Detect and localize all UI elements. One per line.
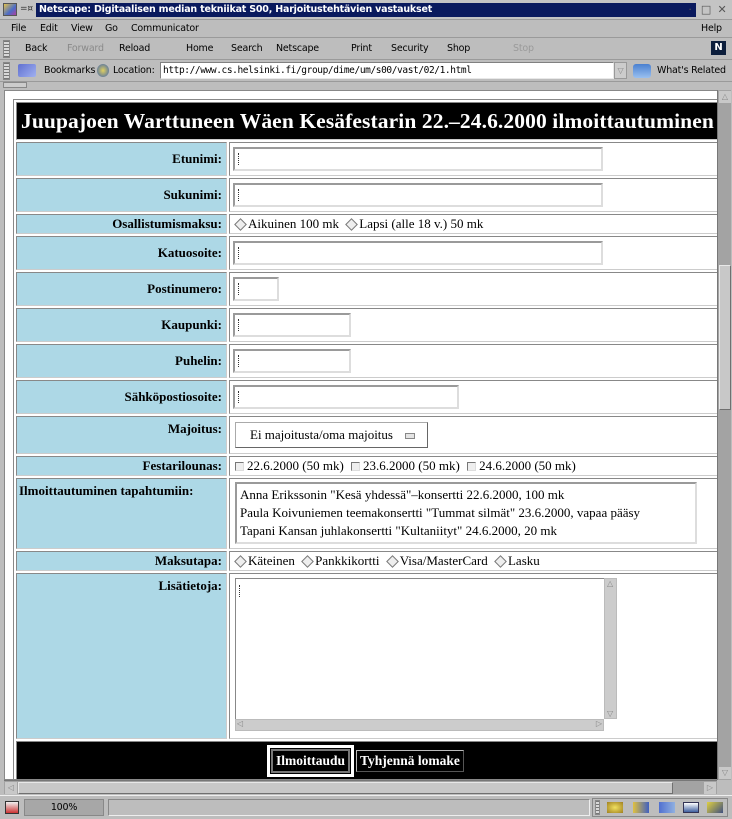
radio-lasku[interactable] [494,555,507,568]
maximize-button[interactable]: □ [700,3,712,16]
radio-label: Lapsi (alle 18 v.) 50 mk [359,216,484,231]
composer-icon[interactable] [707,802,723,813]
label-lisatietoja: Lisätietoja: [16,573,227,739]
majoitus-selected: Ei majoitusta/oma majoitus [250,427,393,442]
textarea-content[interactable] [235,578,604,719]
radio-label: Lasku [507,553,540,568]
scroll-left-icon[interactable]: ◁ [237,719,244,728]
forward-button[interactable]: Forward [67,43,104,54]
collapsed-toolbar-tab[interactable] [0,82,732,90]
netscape-window-icon[interactable] [3,3,17,16]
navigator-icon[interactable] [607,802,623,813]
scroll-up-icon[interactable]: △ [607,579,614,588]
katuosoite-input[interactable] [233,241,603,265]
window-titlebar [0,0,732,20]
netscape-button[interactable]: Netscape [276,43,319,54]
whats-related-icon[interactable] [633,64,651,78]
scroll-left-icon[interactable]: ◁ [5,782,17,794]
label-sahkoposti: Sähköpostiosoite: [16,380,227,414]
postinumero-input[interactable] [233,277,279,301]
bookmarks-icon[interactable] [18,64,36,77]
shop-button[interactable]: Shop [447,43,471,54]
checkbox-label: 24.6.2000 (50 mk) [479,458,576,473]
checkbox-lounas-23[interactable] [351,462,360,471]
lisatietoja-textarea[interactable] [235,578,617,732]
window-title: Netscape: Digitaalisen median tekniikat S00, Harjoitustehtävien vastaukset [36,3,696,17]
print-button[interactable]: Print [351,43,372,54]
checkbox-lounas-22[interactable] [235,462,244,471]
radio-kateinen[interactable] [234,555,247,568]
whats-related-button[interactable]: What's Related [657,65,726,76]
url-dropdown-button[interactable]: ▽ [614,62,627,79]
home-button[interactable]: Home [186,43,214,54]
majoitus-select[interactable] [235,422,428,448]
label-katuosoite: Katuosoite: [16,236,227,270]
status-message [108,799,590,816]
netscape-throbber-icon[interactable]: N [711,41,726,55]
radio-visa-mastercard[interactable] [386,555,399,568]
registration-form [13,99,714,780]
newsgroups-icon[interactable] [659,802,675,813]
component-bar [592,798,728,817]
sukunimi-input[interactable] [233,183,603,207]
label-etunimi: Etunimi: [16,142,227,176]
radio-label: Käteinen [248,553,295,568]
label-majoitus: Majoitus: [16,416,227,454]
location-icon[interactable] [97,64,109,77]
location-label: Location: [113,65,155,76]
page-horizontal-scrollbar[interactable] [4,780,717,794]
radio-lapsi[interactable] [345,218,358,231]
scroll-down-icon[interactable]: ▽ [719,767,731,779]
label-maksutapa: Maksutapa: [16,551,227,571]
label-puhelin: Puhelin: [16,344,227,378]
scroll-up-icon[interactable]: △ [719,91,731,103]
zoom-level: 100% [24,799,104,816]
listbox-option[interactable]: Tapani Kansan juhlakonsertti "Kultaniityt" 24.6.2000, 20 mk [240,523,557,538]
minimize-button[interactable]: · [688,3,692,16]
security-button[interactable]: Security [391,43,429,54]
scrollbar-thumb[interactable] [719,265,731,410]
bookmarks-button[interactable]: Bookmarks [44,65,96,76]
menu-edit[interactable]: Edit [40,23,58,34]
label-kaupunki: Kaupunki: [16,308,227,342]
page-vertical-scrollbar[interactable] [717,90,731,780]
menu-go[interactable]: Go [105,23,118,34]
statusbar [0,795,732,819]
scroll-down-icon[interactable]: ▽ [607,709,614,718]
radio-label: Aikuinen 100 mk [248,216,339,231]
back-button[interactable]: Back [25,43,48,54]
label-osallistumismaksu: Osallistumismaksu: [16,214,227,234]
location-toolbar [0,60,732,82]
pin-icon[interactable]: =¤ [20,4,33,14]
component-bar-grip[interactable] [595,800,600,815]
reload-button[interactable]: Reload [119,43,151,54]
scrollbar-thumb[interactable] [18,782,673,794]
textarea-horizontal-scrollbar[interactable] [235,719,604,731]
radio-label: Pankkikortti [315,553,380,568]
radio-label: Visa/MasterCard [399,553,488,568]
checkbox-label: 23.6.2000 (50 mk) [363,458,460,473]
security-lock-icon[interactable] [5,801,19,814]
reset-button[interactable]: Tyhjennä lomake [356,750,464,772]
listbox-option[interactable]: Paula Koivuniemen teemakonsertti "Tummat silmät" 23.6.2000, vapaa pääsy [240,505,641,520]
search-button[interactable]: Search [231,43,263,54]
checkbox-label: 22.6.2000 (50 mk) [247,458,344,473]
tapahtumat-listbox[interactable] [235,482,697,544]
address-book-icon[interactable] [683,802,699,813]
url-input[interactable]: http://www.cs.helsinki.fi/group/dime/um/s00/vast/02/1.html [160,62,614,79]
radio-pankkikortti[interactable] [301,555,314,568]
kaupunki-input[interactable] [233,313,351,337]
sahkoposti-input[interactable] [233,385,459,409]
label-postinumero: Postinumero: [16,272,227,306]
menu-view[interactable]: View [71,23,93,34]
menubar [0,20,732,38]
menu-communicator[interactable]: Communicator [131,23,199,34]
page-viewport [4,90,717,780]
menu-help[interactable]: Help [701,23,722,34]
label-tapahtumat: Ilmoittautuminen tapahtumiin: [16,478,227,549]
textarea-vertical-scrollbar[interactable] [604,578,617,719]
stop-button[interactable]: Stop [513,43,534,54]
puhelin-input[interactable] [233,349,351,373]
dropdown-indicator-icon [405,433,415,439]
etunimi-input[interactable] [233,147,603,171]
close-button[interactable]: ✕ [717,3,727,16]
navigation-toolbar [0,38,732,60]
scroll-right-icon[interactable]: ▷ [704,782,716,794]
radio-aikuinen[interactable] [234,218,247,231]
toolbar-grip[interactable] [3,40,10,58]
label-sukunimi: Sukunimi: [16,178,227,212]
mail-icon[interactable] [633,802,649,813]
checkbox-lounas-24[interactable] [467,462,476,471]
form-footer [16,741,717,780]
form-title: Juupajoen Warttuneen Wäen Kesäfestarin 22.–24.6.2000 ilmoittautuminen [16,102,717,140]
label-festarilounas: Festarilounas: [16,456,227,476]
listbox-option[interactable]: Anna Erikssonin "Kesä yhdessä"–konsertti 22.6.2000, 100 mk [240,487,565,502]
menu-file[interactable]: File [11,23,27,34]
toolbar-grip[interactable] [3,62,10,80]
submit-button[interactable]: Ilmoittaudu [271,749,350,773]
form-table [13,99,717,780]
scroll-right-icon[interactable]: ▷ [595,719,602,728]
